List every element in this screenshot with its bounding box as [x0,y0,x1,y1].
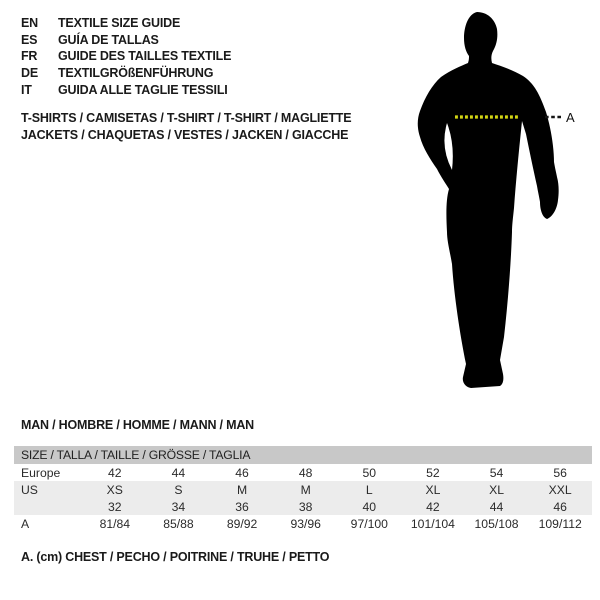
size-table-header: SIZE / TALLA / TAILLE / GRÖSSE / TAGLIA [14,446,592,464]
size-cell: XL [489,482,505,497]
size-cell: 54 [489,465,504,480]
language-code: EN [21,16,38,31]
row-label: A [21,516,30,531]
language-title: GUIDE DES TAILLES TEXTILE [58,49,232,64]
row-label: US [21,482,38,497]
size-cell: XXL [548,482,572,497]
row-label: Europe [21,465,61,480]
product-line-jackets: JACKETS / CHAQUETAS / VESTES / JACKEN / GIACCHE [21,128,349,142]
size-cell: 81/84 [99,516,131,531]
language-code: DE [21,66,38,81]
language-list [21,15,231,98]
size-cell: 50 [362,465,377,480]
size-cell: 32 [108,499,122,514]
size-cell: 40 [362,499,377,514]
size-cell: L [365,482,373,497]
size-cell: M [236,482,248,497]
product-type-lines [21,110,351,144]
language-row-en [21,15,231,32]
size-cell: 105/108 [474,516,519,531]
language-code: ES [21,32,38,47]
table-row-us-letter [14,481,592,498]
language-title: TEXTILGRÖßENFÜHRUNG [58,66,214,81]
size-cell: 42 [108,465,122,480]
size-cell: 101/104 [410,516,455,531]
size-cell: 34 [171,499,186,514]
size-cell: 93/96 [290,516,321,531]
size-cell: 52 [426,465,440,480]
size-cell: 38 [298,499,313,514]
size-cell: 36 [235,499,249,514]
size-cell: 89/92 [226,516,258,531]
product-line-tshirts: T-SHIRTS / CAMISETAS / T-SHIRT / T-SHIRT / MAGLIETTE [21,111,352,125]
size-cell: 42 [426,499,440,514]
size-cell: 44 [171,465,186,480]
size-cell: M [300,482,311,497]
size-cell: 48 [298,465,313,480]
measure-label-a: A [566,110,575,125]
size-cell: 56 [553,465,567,480]
man-silhouette-shape [418,12,559,388]
size-cell: 44 [489,499,504,514]
language-code: IT [21,82,32,97]
size-cell: 46 [553,499,567,514]
table-row-europe [14,464,592,481]
table-row-us-numeric [14,498,592,515]
size-cell: XL [425,482,441,497]
size-cell: 85/88 [163,516,194,531]
language-row-de [21,65,231,82]
table-row-chest-cm [14,515,592,532]
size-cell: 46 [235,465,249,480]
size-cell: 97/100 [350,516,388,531]
size-cell: 109/112 [538,516,582,531]
language-title: GUIDA ALLE TAGLIE TESSILI [58,82,228,97]
language-title: GUÍA DE TALLAS [58,32,159,47]
language-title: TEXTILE SIZE GUIDE [58,16,181,31]
size-cell: S [174,482,183,497]
language-row-it [21,81,231,98]
size-table [14,446,592,532]
size-cell: XS [106,482,123,497]
measurement-footnote: A. (cm) CHEST / PECHO / POITRINE / TRUHE / PETTO [21,550,330,564]
gender-section-title: MAN / HOMBRE / HOMME / MANN / MAN [21,418,254,432]
language-row-es [21,32,231,49]
language-code: FR [21,49,38,64]
language-row-fr [21,48,231,65]
